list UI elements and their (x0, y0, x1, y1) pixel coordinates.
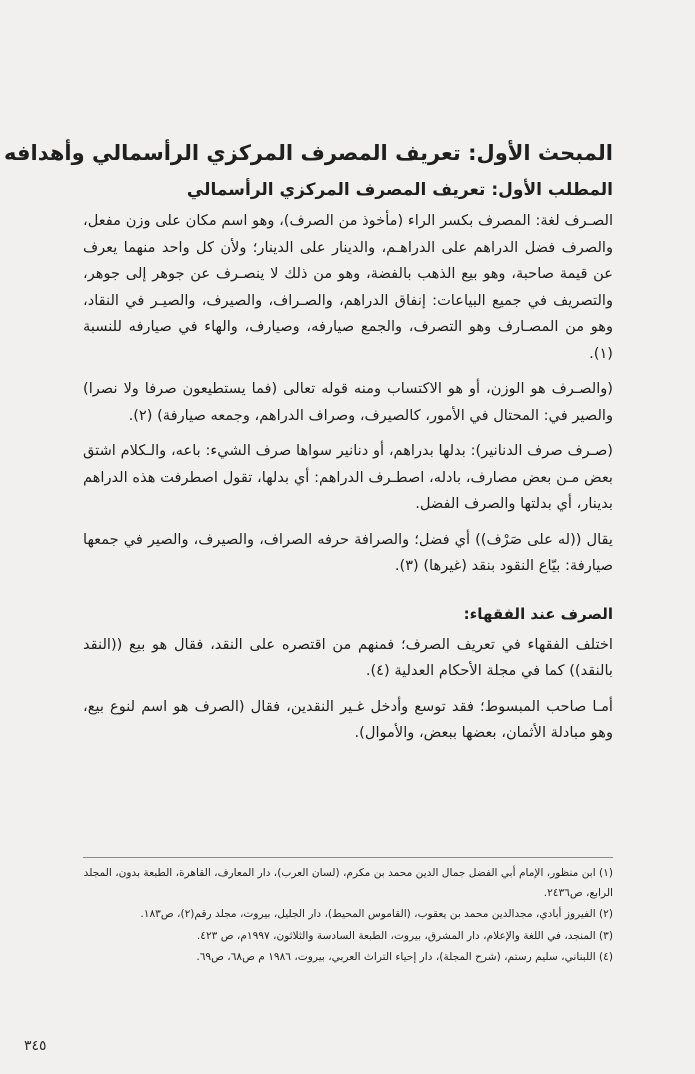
paragraph: (صـرف صرف الدنانير): بدلها بدراهم، أو دنانير سواها صرف الشيء: باعه، والـكلام اشتق بعض مـن بعض مصارف، بادله، اصطـرف الدراهم: أي بدلها، تقول اصطرفت هذه الدراهم بدينار، أي بدلتها والصرف الفضل. (83, 442, 613, 512)
paragraph: (والصـرف هو الوزن، أو هو الاكتساب ومنه قوله تعالى (فما يستطيعون صرفا ولا نصرا) والصير في: المحتال في الأمور، كالصيرف، وصراف الدراهم، وجمعه صيارفة) (٢). (83, 380, 613, 424)
footnotes (83, 864, 613, 970)
main-text (83, 178, 613, 756)
paragraph: يقال ((له على صَرْف)) أي فضل؛ والصرافة حرفه الصراف، والصيرف، والصير في جمعها صيارفة: بيّاع النقود بنقد (غيرها) (٣). (83, 530, 613, 574)
paragraph: أمـا صاحب المبسوط؛ فقد توسع وأدخل غـير النقدين، فقال (الصرف هو اسم لنوع بيع، وهو مبادلة الأثمان، بعضها ببعض، والأموال). (83, 697, 613, 741)
footnote: (٢) الفيروز أبادي، مجدالدين محمد بن يعقوب، (القاموس المحيط)، دار الجليل، بيروت، مجلد رقم(٢)، ص١٨٣. (140, 908, 613, 920)
footnote: (٣) المنجد، في اللغة والإعلام، دار المشرق، بيروت، الطبعة السادسة والثلاثون، ١٩٩٧م، ص ٤٢٣. (196, 929, 613, 942)
chapter-title: المبحث الأول: تعريف المصرف المركزي الرأسمالي وأهدافه (4, 141, 613, 165)
paragraph: الصـرف لغة: المصرف بكسر الراء (مأخوذ من الصرف)، وهو اسم مكان على وزن مفعل، والصرف فضل الدراهم على الدراهـم، والدينار على الدينار؛ ولأن كل واحد منهما يعرف عن قيمة صاحبة، وهو بيع الذهب بالفضة، وهو من ذلك لا ينصـرف عن جوهر إلى جوهر، والتصريف في جميع البياعات: إنفاق الدراهم، والصـراف، والصيرف، والصيـر في النقاد، وهو من المصـارف وهو التصرف، والجمع صيارفه، وصيارف، والهاء في صيارفه للنسبة (١). (83, 212, 613, 362)
footnote-divider (83, 857, 613, 858)
footnote: (٤) اللبناني، سليم رستم، (شرح المجلة)، دار إحياء التراث العربي، بيروت، ١٩٨٦ م ص٦٨، ص٦٩. (196, 951, 613, 963)
subheading: الصرف عند الفقهاء: (463, 604, 613, 623)
paragraph: اختلف الفقهاء في تعريف الصرف؛ فمنهم من اقتصره على النقد، فقال هو بيع ((النقد بالنقد)) كما في مجلة الأحكام العدلية (٤). (83, 635, 613, 679)
page-number: ٣٤٥ (24, 1038, 47, 1054)
section-title: المطلب الأول: تعريف المصرف المركزي الرأسمالي (186, 180, 613, 200)
footnote: (١) ابن منظور، الإمام أبي الفضل جمال الدين محمد بن مكرم، (لسان العرب)، دار المعارف، القاهرة، الطبعة بدون، المجلد الرابع، ص٢٤٣٦. (83, 867, 613, 899)
